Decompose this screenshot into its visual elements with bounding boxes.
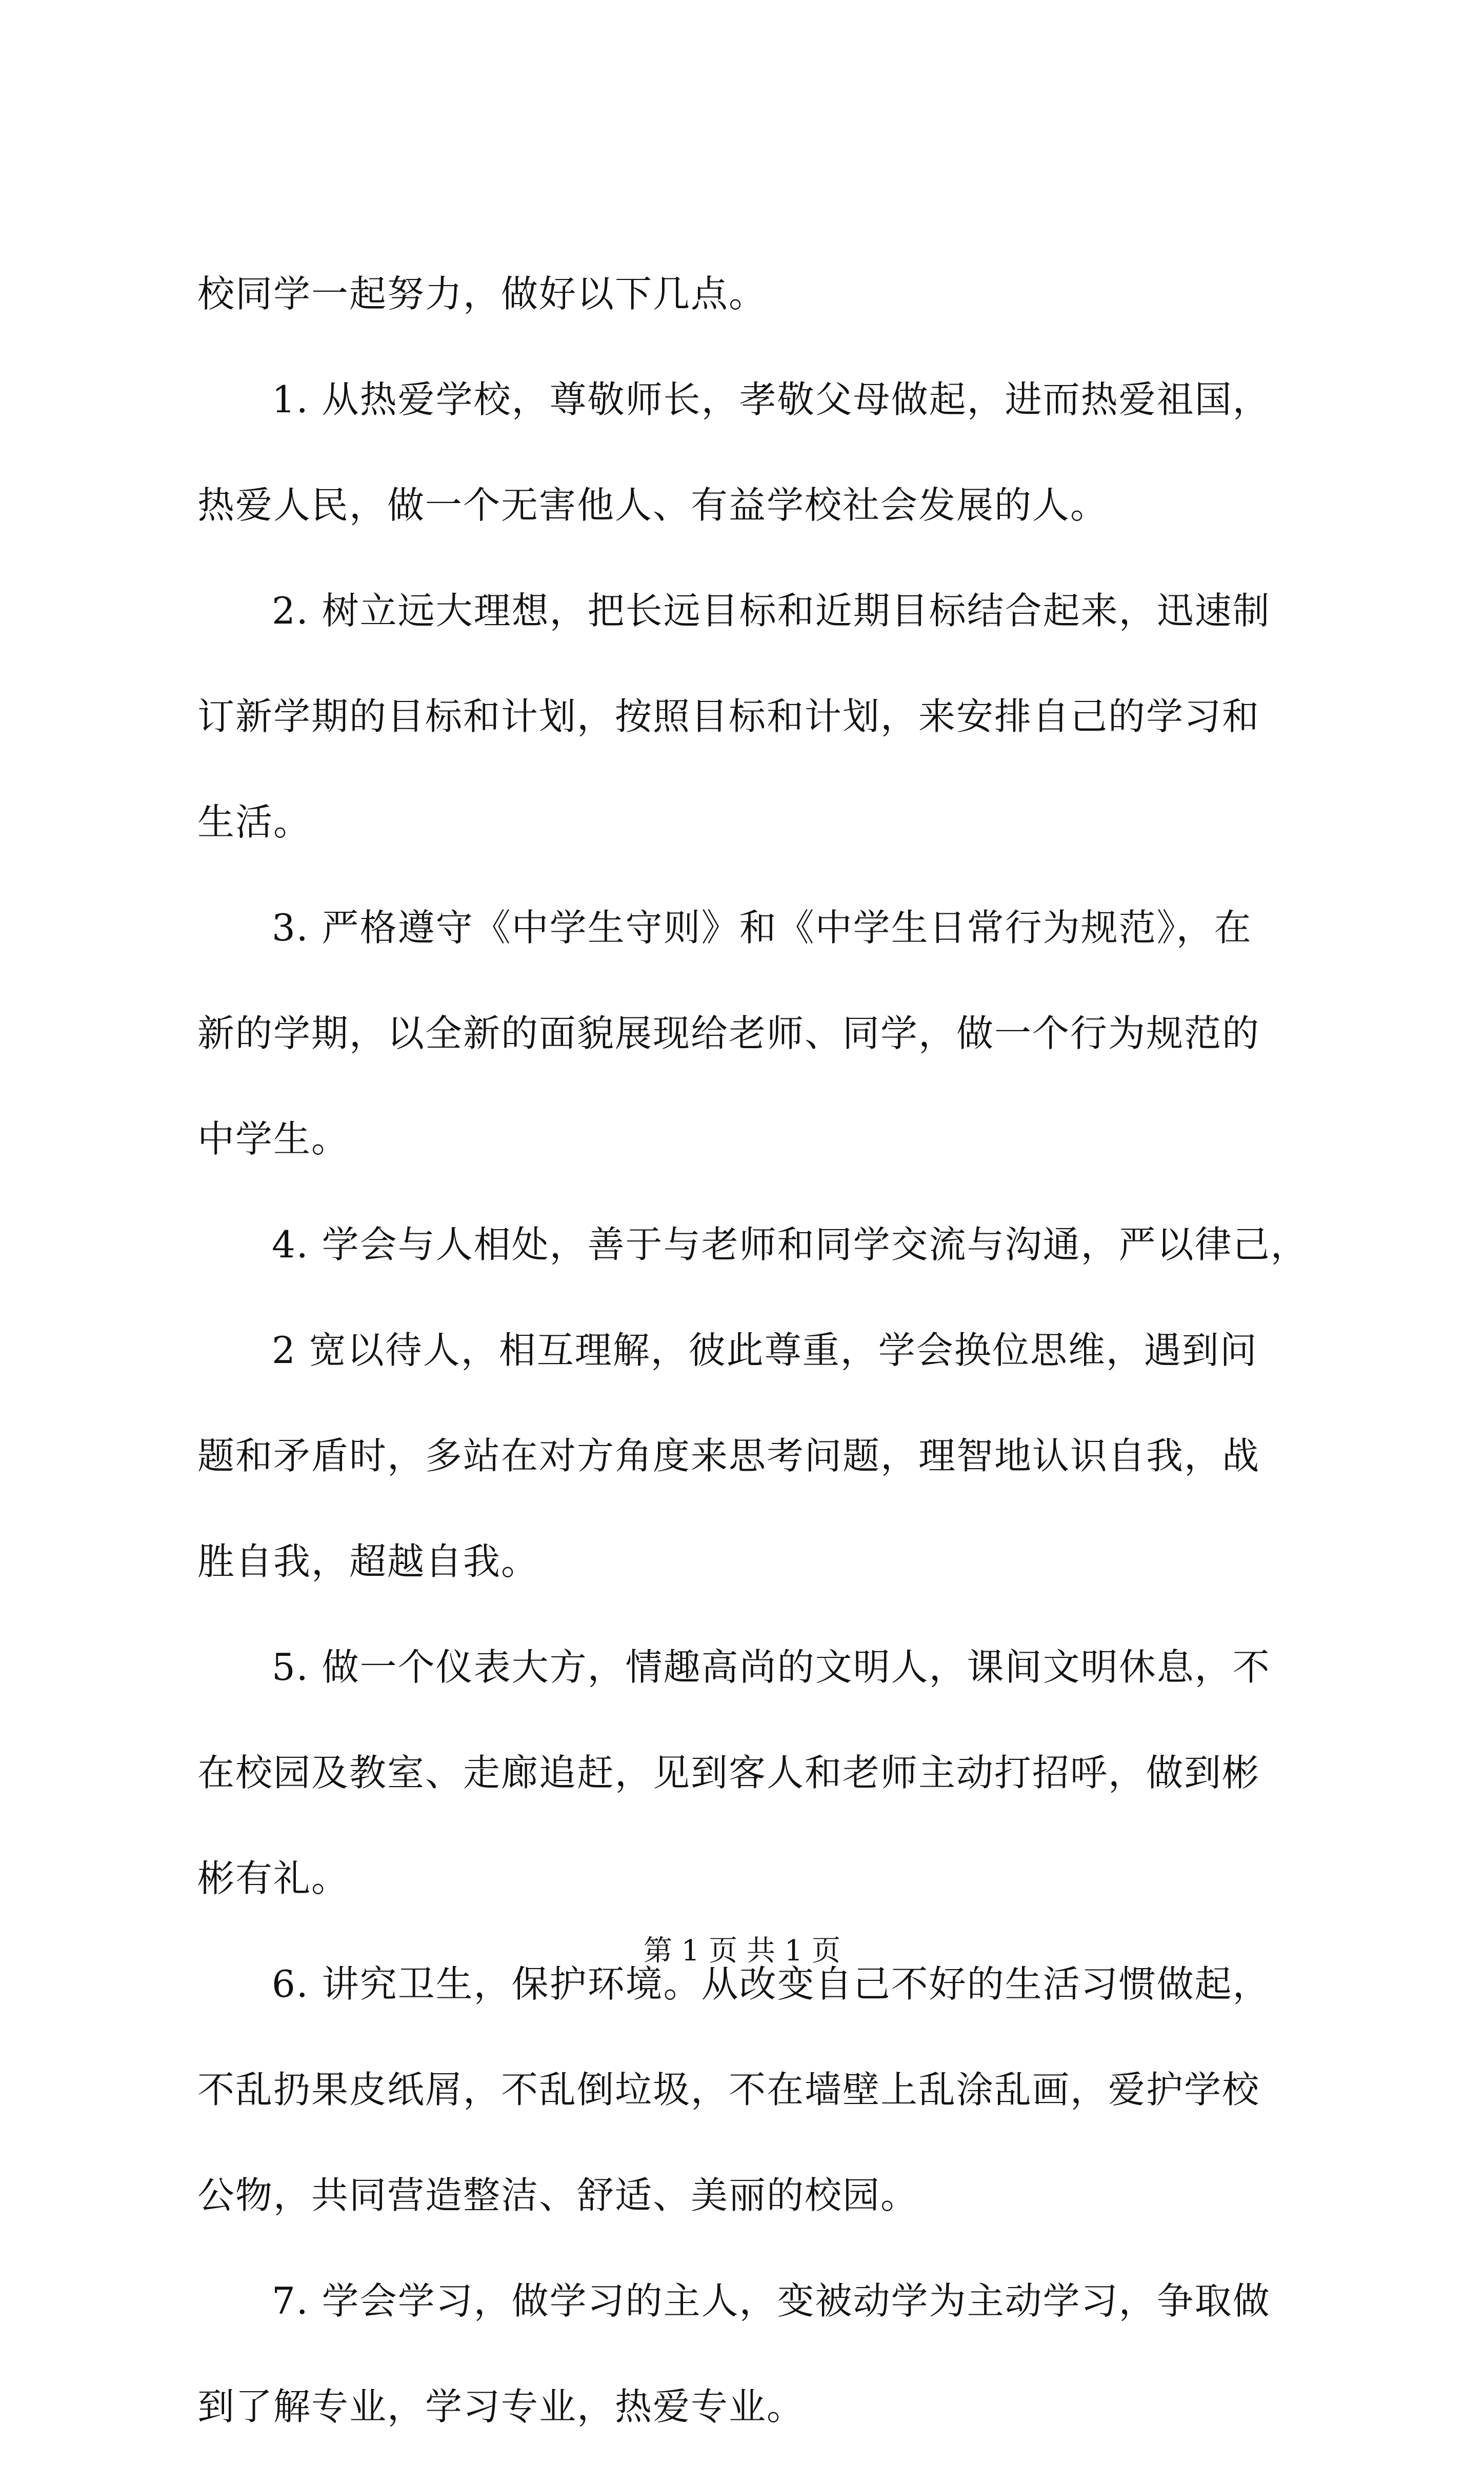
text-line: 题和矛盾时，多站在对方角度来思考问题，理智地认识自我，战: [197, 1434, 1260, 1477]
text-line: 校同学一起努力，做好以下几点。: [197, 272, 767, 315]
page-number-label: 第 1 页 共 1 页: [643, 1934, 841, 1968]
page-footer: [0, 1933, 1484, 1969]
text-line: 4. 学会与人相处，善于与老师和同学交流与沟通，严以律己，: [272, 1223, 1309, 1266]
text-line: 生活。: [197, 800, 312, 844]
text-line: 公物，共同营造整洁、舒适、美丽的校园。: [197, 2174, 919, 2217]
text-line: 新的学期，以全新的面貌展现给老师、同学，做一个行为规范的: [197, 1012, 1260, 1055]
text-line: 订新学期的目标和计划，按照目标和计划，来安排自己的学习和: [197, 695, 1260, 738]
text-line: 胜自我，超越自我。: [197, 1540, 539, 1583]
text-line: 到了解专业，学习专业，热爱专业。: [197, 2385, 805, 2428]
text-line: 不乱扔果皮纸屑，不乱倒垃圾，不在墙壁上乱涂乱画，爱护学校: [197, 2068, 1260, 2111]
body-text: [197, 267, 1309, 2485]
text-line: 2. 树立远大理想，把长远目标和近期目标结合起来，迅速制: [272, 589, 1271, 632]
text-line: 6. 讲究卫生，保护环境。从改变自己不好的生活习惯做起，: [272, 1962, 1271, 2006]
text-line: 中学生。: [197, 1117, 350, 1160]
text-line: 5. 做一个仪表大方，情趣高尚的文明人，课间文明休息，不: [272, 1646, 1271, 1689]
text-line: 2 宽以待人，相互理解，彼此尊重，学会换位思维，遇到问: [272, 1329, 1258, 1372]
text-line: 3. 严格遵守《中学生守则》和《中学生日常行为规范》，在: [272, 906, 1252, 949]
text-line: 在校园及教室、走廊追赶，见到客人和老师主动打招呼，做到彬: [197, 1751, 1260, 1794]
text-line: 1. 从热爱学校，尊敬师长，孝敬父母做起，进而热爱祖国，: [272, 378, 1271, 421]
text-line: 7. 学会学习，做学习的主人，变被动学为主动学习，争取做: [272, 2279, 1271, 2322]
text-line: 彬有礼。: [197, 1857, 350, 1900]
text-line: 热爱人民，做一个无害他人、有益学校社会发展的人。: [197, 484, 1109, 527]
